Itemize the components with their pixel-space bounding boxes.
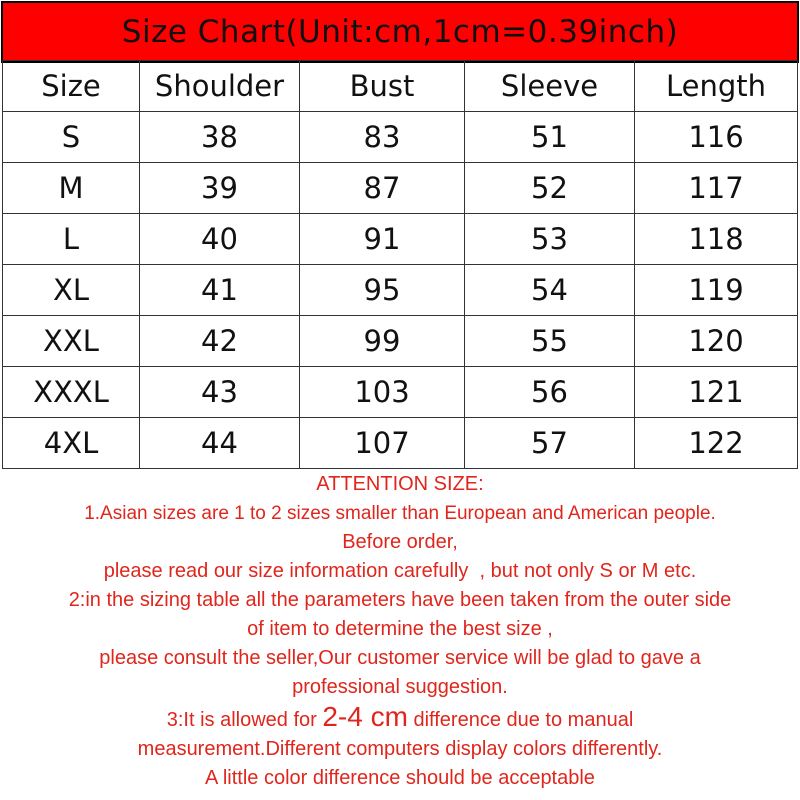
note-3-line-1 <box>0 702 800 735</box>
cell-bust: 91 <box>300 214 465 265</box>
note-3-line-3: A little color difference should be acceptable <box>205 767 595 789</box>
attention-notes <box>0 470 800 793</box>
cell-length: 120 <box>635 316 798 367</box>
cell-length: 119 <box>635 265 798 316</box>
cell-sleeve: 52 <box>465 163 635 214</box>
note-1-line-2: Before order, <box>342 531 458 553</box>
header-shoulder: Shoulder <box>140 61 300 112</box>
cell-bust: 95 <box>300 265 465 316</box>
notes-heading: ATTENTION SIZE: <box>316 473 484 495</box>
cell-shoulder: 40 <box>140 214 300 265</box>
table-row <box>3 367 798 418</box>
cell-length: 122 <box>635 418 798 469</box>
cell-length: 117 <box>635 163 798 214</box>
header-sleeve: Sleeve <box>465 61 635 112</box>
cell-bust: 107 <box>300 418 465 469</box>
note-3-suffix: difference due to manual <box>407 709 634 731</box>
note-2-line-2: of item to determine the best size , <box>247 618 553 640</box>
table-row <box>3 163 798 214</box>
cell-shoulder: 39 <box>140 163 300 214</box>
note-1-line-1: 1.Asian sizes are 1 to 2 sizes smaller than European and American people. <box>84 503 716 524</box>
table-row <box>3 316 798 367</box>
header-size: Size <box>3 61 140 112</box>
cell-length: 121 <box>635 367 798 418</box>
cell-shoulder: 44 <box>140 418 300 469</box>
cell-size: L <box>3 214 140 265</box>
cell-bust: 87 <box>300 163 465 214</box>
cell-sleeve: 57 <box>465 418 635 469</box>
cell-size: XXXL <box>3 367 140 418</box>
header-bust: Bust <box>300 61 465 112</box>
note-2-line-3: please consult the seller,Our customer service will be glad to gave a <box>99 647 701 669</box>
note-1-line-3: please read our size information carefully , but not only S or M etc. <box>103 560 697 582</box>
cell-sleeve: 56 <box>465 367 635 418</box>
cell-size: XXL <box>3 316 140 367</box>
cell-size: M <box>3 163 140 214</box>
table-row <box>3 265 798 316</box>
cell-size: 4XL <box>3 418 140 469</box>
note-3-prefix: 3:It is allowed for <box>166 709 323 731</box>
table-row <box>3 214 798 265</box>
note-3-highlight: 2-4 cm <box>322 701 408 732</box>
table-row <box>3 418 798 469</box>
cell-shoulder: 42 <box>140 316 300 367</box>
cell-size: XL <box>3 265 140 316</box>
note-2-line-4: professional suggestion. <box>292 676 508 698</box>
cell-bust: 103 <box>300 367 465 418</box>
cell-length: 116 <box>635 112 798 163</box>
cell-sleeve: 51 <box>465 112 635 163</box>
cell-sleeve: 54 <box>465 265 635 316</box>
header-length: Length <box>635 61 798 112</box>
note-3-line-2: measurement.Different computers display colors differently. <box>137 738 663 760</box>
cell-size: S <box>3 112 140 163</box>
size-table <box>2 60 798 469</box>
cell-bust: 99 <box>300 316 465 367</box>
cell-length: 118 <box>635 214 798 265</box>
cell-shoulder: 43 <box>140 367 300 418</box>
cell-shoulder: 38 <box>140 112 300 163</box>
cell-bust: 83 <box>300 112 465 163</box>
table-header-row <box>3 61 798 112</box>
cell-shoulder: 41 <box>140 265 300 316</box>
size-chart-title: Size Chart(Unit:cm,1cm=0.39inch) <box>1 1 799 63</box>
cell-sleeve: 53 <box>465 214 635 265</box>
table-row <box>3 112 798 163</box>
note-2-line-1: 2:in the sizing table all the parameters have been taken from the outer side <box>68 589 732 611</box>
cell-sleeve: 55 <box>465 316 635 367</box>
